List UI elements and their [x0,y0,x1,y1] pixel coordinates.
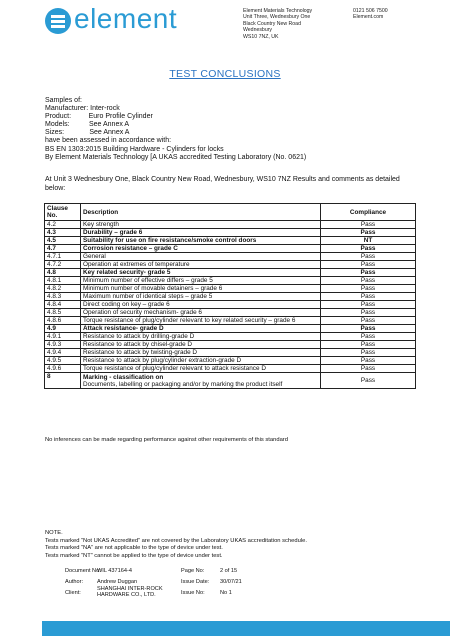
description-cell: Direct coding on key – grade 6 [81,301,321,309]
logo-wordmark: element [74,3,178,34]
compliance-cell: Pass [321,365,416,373]
description-cell: Resistance to attack by plug/cylinder extraction-grade D [81,357,321,365]
compliance-cell: Pass [321,285,416,293]
sizes-label: Sizes: [45,129,65,137]
compliance-cell: Pass [321,253,416,261]
issue-number-value: No 1 [220,590,232,596]
description-cell: Resistance to attack by twisting-grade D [81,349,321,357]
results-table [44,203,416,389]
samples-of-label: Samples of: [45,97,82,104]
table-row [45,285,416,293]
intro-block [45,97,306,162]
description-cell: Attack resistance- grade D [81,325,321,333]
location-text: At Unit 3 Wednesbury One, Black Country New Road, Wednesbury, WS10 7NZ Results and comments as detailed below: [45,176,400,192]
author-label: Author: [65,579,84,585]
table-row [45,365,416,373]
description-cell: Key related security- grade 5 [81,269,321,277]
compliance-cell: Pass [321,293,416,301]
description-cell [81,373,321,389]
clause-cell: 4.2 [45,221,81,229]
description-cell: Minimum number of movable detainers – grade 6 [81,285,321,293]
compliance-cell: Pass [321,229,416,237]
table-row [45,229,416,237]
description-cell: Torque resistance of plug/cylinder relevant to key related security – grade 6 [81,317,321,325]
table-row [45,341,416,349]
clause-cell: 4.8.2 [45,285,81,293]
table-row [45,277,416,285]
clause-cell: 8 [45,373,81,389]
clause-cell: 4.9.6 [45,365,81,373]
compliance-cell: Pass [321,341,416,349]
logo-icon [45,8,71,34]
description-cell: Maximum number of identical steps – grade 5 [81,293,321,301]
clause-cell: 4.9 [45,325,81,333]
client-value [97,586,163,598]
compliance-cell: Pass [321,221,416,229]
header-clause: Clause No. [45,204,81,221]
table-row [45,373,416,389]
clause-cell: 4.7.2 [45,261,81,269]
table-header-row [45,204,416,221]
description-cell: General [81,253,321,261]
address-line: Black Country New Road [243,20,301,27]
description-cell: Resistance to attack by chisel-grade D [81,341,321,349]
table-row [45,309,416,317]
compliance-cell: Pass [321,261,416,269]
note-block [45,530,307,560]
doc-number-label: Document No: [65,568,101,574]
clause-cell: 4.3 [45,229,81,237]
author-value: Andrew Duggan [97,579,138,585]
compliance-cell: Pass [321,277,416,285]
models-value: See Annex A [88,121,130,129]
header-compliance: Compliance [321,204,416,221]
compliance-cell: Pass [321,269,416,277]
description-heading: Marking - classification on [83,373,164,381]
description-cell: Operation at extremes of temperature [81,261,321,269]
clause-cell: 4.8.3 [45,293,81,301]
table-row [45,357,416,365]
header-description: Description [81,204,321,221]
table-row [45,245,416,253]
clause-cell: 4.9.3 [45,341,81,349]
laboratory-text: By Element Materials Technology [A UKAS accredited Testing Laboratory (No. 0621) [45,153,307,161]
page-title: TEST CONCLUSIONS [169,68,281,80]
address-line: Wednesbury [243,27,273,34]
table-row [45,269,416,277]
table-row [45,325,416,333]
compliance-cell: NT [321,237,416,245]
note-heading: NOTE. [45,530,63,536]
manufacturer-label: Manufacturer: [45,105,89,113]
company-contact [353,8,388,21]
table-row [45,301,416,309]
clause-cell: 4.9.1 [45,333,81,341]
compliance-cell: Pass [321,317,416,325]
compliance-cell: Pass [321,373,416,389]
doc-number-value: WIL 437164-4 [97,568,132,574]
client-line: SHANGHAI INTER-ROCK [97,586,163,592]
description-cell: Resistance to attack by drilling-grade D [81,333,321,341]
note-line: Tests marked “NT” cannot be applied to the type of device under test. [45,552,223,559]
footer-brand-bar [42,621,450,636]
clause-cell: 4.8.6 [45,317,81,325]
client-label: Client: [65,590,81,596]
table-row [45,293,416,301]
description-cell: Minimum number of effective differs – grade 5 [81,277,321,285]
compliance-cell: Pass [321,245,416,253]
issue-number-label: Issue No: [181,590,205,596]
table-row [45,221,416,229]
assessed-text: have been assessed in accordance with: [45,137,172,145]
manufacturer-value: Inter-rock [90,105,120,113]
issue-date-label: Issue Date: [181,579,210,585]
note-line: Tests marked “Not UKAS Accredited” are not covered by the Laboratory UKAS accreditation schedule. [45,537,307,544]
table-row [45,237,416,245]
clause-cell: 4.8 [45,269,81,277]
clause-cell: 4.8.1 [45,277,81,285]
table-row [45,333,416,341]
website: Element.com [353,14,384,21]
compliance-cell: Pass [321,325,416,333]
address-line: Element Materials Technology [243,8,313,14]
table-row [45,253,416,261]
no-inferences-text: No inferences can be made regarding performance against other requirements of this standard [45,437,288,443]
standard-text: BS EN 1303:2015 Building Hardware - Cylinders for locks [45,145,224,153]
clause-cell: 4.9.5 [45,357,81,365]
clause-cell: 4.7 [45,245,81,253]
description-cell: Operation of security mechanism- grade 6 [81,309,321,317]
description-cell: Durability – grade 6 [81,229,321,237]
product-value: Euro Profile Cylinder [88,113,153,121]
compliance-cell: Pass [321,301,416,309]
compliance-cell: Pass [321,309,416,317]
description-cell: Corrosion resistance – grade C [81,245,321,253]
clause-cell: 4.8.5 [45,309,81,317]
phone-number: 0121 506 7500 [353,8,388,14]
description-cell: Torque resistance of plug/cylinder relevant to attack resistance D [81,365,321,373]
table-row [45,349,416,357]
table-row [45,261,416,269]
description-detail: Documents, labelling or packaging and/or by marking the product itself [83,380,283,388]
clause-cell: 4.8.4 [45,301,81,309]
compliance-cell: Pass [321,357,416,365]
clause-cell: 4.5 [45,237,81,245]
company-address [243,8,312,40]
clause-cell: 4.9.4 [45,349,81,357]
description-cell: Suitability for use on fire resistance/smoke control doors [81,237,321,245]
address-line: Unit Three, Wednesbury One [243,14,311,21]
compliance-cell: Pass [321,333,416,341]
compliance-cell: Pass [321,349,416,357]
sizes-value: See Annex A [89,129,130,137]
issue-date-value: 30/07/21 [220,579,242,585]
models-label: Models: [45,121,70,129]
clause-cell: 4.7.1 [45,253,81,261]
address-line: WS10 7NZ, UK [243,33,279,40]
page-number-label: Page No: [181,568,205,574]
description-cell: Key strength [81,221,321,229]
table-row [45,317,416,325]
client-line: HARDWARE CO., LTD. [97,592,156,598]
note-line: Tests marked “NA” are not applicable to the type of device under test. [45,545,223,552]
product-label: Product: [45,113,72,121]
page-number-value: 2 of 15 [220,568,238,574]
